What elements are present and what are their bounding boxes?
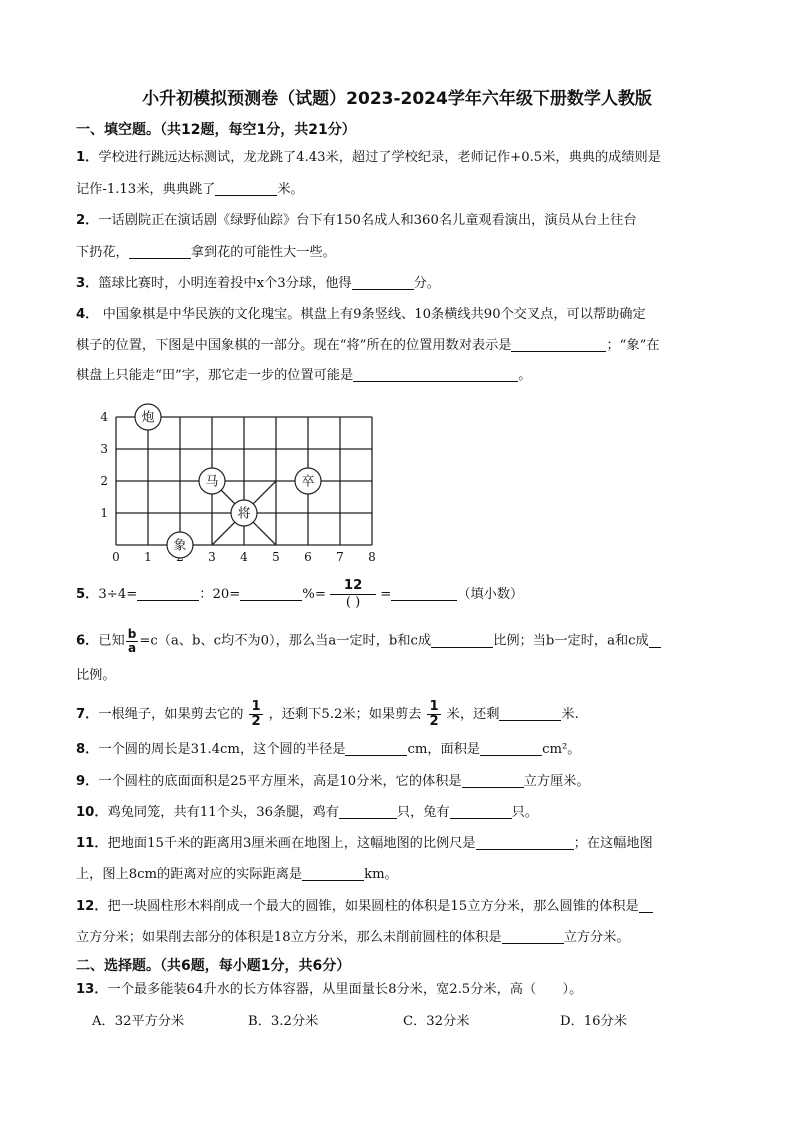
fraction-numerator: b (127, 627, 137, 641)
question-number: 2． (76, 213, 99, 228)
x-tick-label: 5 (272, 550, 280, 564)
fraction-numerator: 12 (330, 578, 376, 595)
question-text: 立方分米；如果削去部分的体积是18立方分米，那么未削前圆柱的体积是 (76, 930, 502, 945)
question-4-line-2 (76, 334, 726, 353)
chess-piece (167, 532, 193, 558)
question-text: 分。 (413, 276, 440, 291)
question-4-line-1 (76, 303, 726, 322)
section-heading-multiple-choice: 二、选择题。（共6题，每小题1分，共6分） (76, 958, 351, 974)
answer-blank[interactable] (353, 367, 518, 382)
question-12-line-2 (76, 926, 726, 945)
question-number: 12． (76, 899, 108, 914)
question-5 (76, 578, 726, 611)
question-number: 4． (76, 307, 99, 322)
question-number: 9． (76, 774, 99, 789)
question-8 (76, 738, 726, 757)
question-text: 米. (561, 706, 579, 722)
page-title: 小升初模拟预测卷（试题）2023-2024学年六年级下册数学人教版 (142, 89, 652, 109)
question-10 (76, 801, 726, 820)
question-7 (76, 700, 726, 729)
answer-blank[interactable] (339, 804, 397, 819)
question-11-line-2 (76, 863, 726, 882)
y-tick-label: 1 (100, 506, 108, 520)
answer-blank[interactable] (480, 741, 542, 756)
option-c[interactable]: C．32分米 (403, 1014, 470, 1029)
answer-blank[interactable] (302, 866, 364, 881)
answer-blank[interactable] (511, 337, 606, 352)
question-text: 拿到花的可能性大一些。 (190, 245, 336, 260)
chess-piece (135, 404, 161, 430)
question-text: 一根绳子，如果剪去它的 (98, 706, 244, 722)
fraction-numerator: 1 (429, 699, 439, 714)
question-text: ，还剩下5.2米；如果剪去 (268, 706, 422, 722)
piece-label: 将 (237, 506, 251, 522)
x-tick-label: 1 (144, 550, 152, 564)
chess-board-figure (95, 400, 385, 570)
question-text: 3÷4= (98, 586, 138, 602)
x-tick-label: 7 (336, 550, 344, 564)
answer-blank[interactable] (450, 804, 512, 819)
question-text: 只。 (511, 805, 539, 820)
question-number: 13． (76, 982, 108, 997)
question-1-line-2 (76, 178, 726, 197)
y-tick-label: 3 (100, 442, 108, 456)
question-6-line-2 (76, 664, 726, 683)
question-text: 鸡兔同笼，共有11个头，36条腿，鸡有 (107, 805, 339, 820)
option-b[interactable]: B．3.2分米 (248, 1014, 319, 1029)
question-text: cm²。 (542, 742, 581, 757)
x-tick-label: 0 (112, 550, 120, 564)
answer-blank[interactable] (431, 633, 493, 648)
answer-blank[interactable] (137, 586, 199, 601)
fraction-denominator: 2 (429, 713, 439, 729)
question-13 (76, 978, 726, 997)
section-heading-fill-blank: 一、填空题。（共12题，每空1分，共21分） (76, 122, 356, 138)
question-number: 8． (76, 742, 99, 757)
question-text: 篮球比赛时，小明连着投中x个3分球，他得 (98, 276, 352, 291)
question-number: 6． (76, 633, 99, 649)
option-d[interactable]: D．16分米 (560, 1014, 627, 1029)
question-number: 7． (76, 706, 99, 722)
question-text: 一个圆的周长是31.4cm，这个圆的半径是 (98, 742, 346, 757)
answer-blank[interactable] (649, 633, 661, 648)
question-text: 一个圆柱的底面面积是25平方厘米，高是10分米，它的体积是 (98, 774, 462, 789)
answer-blank[interactable] (476, 835, 574, 850)
question-text: 把地面15千米的距离用3厘米画在地图上，这幅地图的比例尺是 (107, 836, 476, 851)
question-text: 棋子的位置，下图是中国象棋的一部分。现在“将”所在的位置用数对表示是 (76, 338, 512, 353)
question-text: 比例；当b一定时，a和c成 (493, 633, 649, 649)
question-text: 棋盘上只能走“田”字，那它走一步的位置可能是 (76, 368, 354, 383)
question-text: 。 (518, 368, 532, 383)
question-number: 5． (76, 586, 99, 602)
answer-blank[interactable] (345, 741, 407, 756)
answer-blank[interactable] (462, 773, 524, 788)
x-tick-label: 4 (240, 550, 248, 564)
question-text: 上，图上8cm的距离对应的实际距离是 (76, 867, 303, 882)
question-text: 一个最多能装64升水的长方体容器，从里面量长8分米，宽2.5分米，高（ ）。 (107, 982, 583, 997)
question-text: 中国象棋是中华民族的文化瑰宝。棋盘上有9条竖线、10条横线共90个交叉点，可以帮助确定 (98, 307, 646, 322)
question-text: 下扔花， (76, 245, 129, 260)
answer-blank[interactable] (639, 898, 653, 913)
chess-piece (199, 468, 225, 494)
question-text: = (380, 586, 392, 602)
answer-blank[interactable] (215, 181, 277, 196)
fraction (249, 700, 262, 729)
question-text: %= (302, 586, 326, 602)
question-text: 立方厘米。 (523, 774, 590, 789)
x-tick-label: 3 (208, 550, 216, 564)
x-tick-label: 6 (304, 550, 312, 564)
chess-piece (295, 468, 321, 494)
question-text: （填小数） (457, 586, 524, 602)
piece-label: 卒 (301, 474, 315, 490)
answer-blank[interactable] (391, 586, 457, 601)
fraction-blank[interactable] (330, 578, 376, 611)
fraction-denominator: ( ) (345, 594, 361, 610)
question-text: cm，面积是 (407, 742, 481, 757)
question-text: 已知 (98, 633, 125, 649)
question-9 (76, 770, 726, 789)
answer-blank[interactable] (499, 706, 561, 721)
fraction-denominator: a (127, 640, 137, 655)
answer-blank[interactable] (240, 586, 302, 601)
question-text: ；在这幅地图 (573, 836, 653, 851)
question-12-line-1 (76, 895, 726, 914)
option-a[interactable]: A．32平方分米 (92, 1014, 185, 1029)
answer-blank[interactable] (129, 244, 191, 259)
answer-blank[interactable] (352, 275, 414, 290)
chess-piece (231, 500, 257, 526)
y-tick-label: 4 (100, 410, 108, 424)
question-text: 只，兔有 (396, 805, 450, 820)
fraction (126, 628, 139, 654)
question-6-line-1 (76, 628, 726, 654)
question-text: 立方分米。 (563, 930, 630, 945)
question-number: 3． (76, 276, 99, 291)
y-tick-label: 2 (100, 474, 108, 488)
question-text: ：20= (199, 586, 241, 602)
question-text: ；“象”在 (606, 338, 660, 353)
question-text: 记作-1.13米，典典跳了 (76, 182, 216, 197)
question-2-line-1 (76, 209, 726, 228)
fraction-numerator: 1 (251, 699, 261, 714)
question-text: 学校进行跳远达标测试，龙龙跳了4.43米，超过了学校纪录，老师记作+0.5米，典典的成绩则是 (98, 150, 661, 165)
question-text: km。 (364, 867, 398, 882)
answer-blank[interactable] (502, 929, 564, 944)
question-2-line-2 (76, 241, 726, 260)
piece-label: 象 (173, 538, 187, 554)
question-3 (76, 272, 726, 291)
piece-label: 炮 (141, 410, 155, 426)
x-tick-label: 8 (368, 550, 376, 564)
question-number: 10． (76, 805, 108, 820)
question-text: 比例。 (76, 668, 116, 683)
fraction (427, 700, 440, 729)
y-axis-labels (100, 410, 108, 520)
question-1-line-1 (76, 146, 726, 165)
question-text: 米。 (277, 182, 304, 197)
question-text: 米，还剩 (446, 706, 500, 722)
piece-label: 马 (205, 474, 219, 490)
fraction-denominator: 2 (251, 713, 261, 729)
question-text: 把一块圆柱形木料削成一个最大的圆锥，如果圆柱的体积是15立方分米，那么圆锥的体积是 (107, 899, 639, 914)
question-number: 11． (76, 836, 108, 851)
question-text: =c（a、b、c均不为0），那么当a一定时，b和c成 (139, 633, 432, 649)
question-4-line-3 (76, 364, 726, 383)
x-axis-labels (112, 550, 376, 564)
question-text: 一话剧院正在演话剧《绿野仙踪》台下有150名成人和360名儿童观看演出，演员从台上往台 (98, 213, 637, 228)
question-number: 1． (76, 150, 99, 165)
question-11-line-1 (76, 832, 726, 851)
